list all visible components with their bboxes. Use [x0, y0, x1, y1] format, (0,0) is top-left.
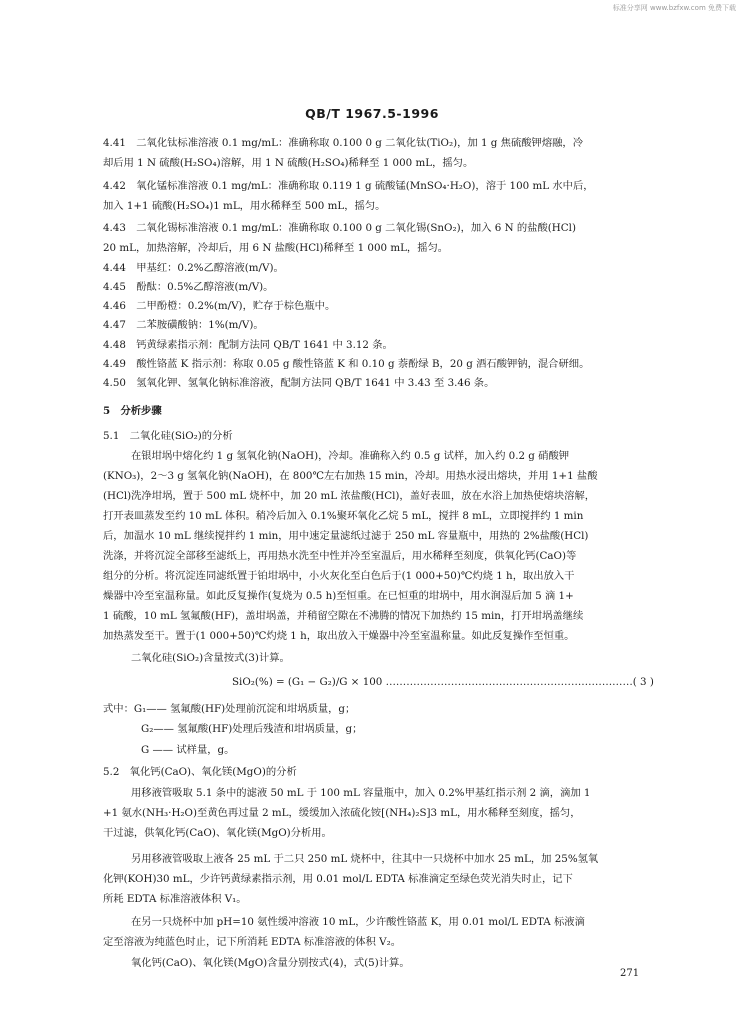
text-line: 干过滤，供氧化钙(CaO)、氧化镁(MgO)分析用。 [103, 827, 332, 839]
text-line: (KNO₃)，2～3 g 氢氧化钠(NaOH)，在 800℃左右加热 15 min，冷却。用热水浸出熔块，并用 1+1 盐酸 [103, 470, 598, 482]
text-line: 却后用 1 N 硫酸(H₂SO₄)溶解，用 1 N 硫酸(H₂SO₄)稀释至 1 000 mL，摇匀。 [103, 157, 474, 169]
text-line: 氧化钙(CaO)、氧化镁(MgO)含量分别按式(4)，式(5)计算。 [131, 957, 410, 969]
document-header: QB/T 1967.5-1996 [305, 106, 439, 121]
text-line: 4.45 酚酞：0.5%乙醇溶液(m/V)。 [103, 281, 274, 293]
text-line: G —— 试样量，g。 [141, 744, 235, 756]
text-line: 4.43 二氧化锡标准溶液 0.1 mg/mL：准确称取 0.100 0 g 二氧化锡(SnO₂)，加入 6 N 的盐酸(HCl) [103, 222, 576, 234]
text-line: 另用移液管吸取上液各 25 mL 于二只 250 mL 烧杯中，往其中一只烧杯中加水 25 mL，加 25%氢氧 [131, 853, 599, 865]
subsection-heading: 5.1 二氧化硅(SiO₂)的分析 [103, 430, 233, 442]
text-line: 打开表皿蒸发至约 10 mL 体积。稍冷后加入 0.1%聚环氧化乙烷 5 mL，搅拌 8 mL，立即搅拌约 1 min [103, 510, 584, 522]
text-line: 4.41 二氧化钛标准溶液 0.1 mg/mL：准确称取 0.100 0 g 二氧化钛(TiO₂)，加 1 g 焦硫酸钾熔融，冷 [103, 137, 584, 149]
formula-line: SiO₂(%) = (G₁ − G₂)/G × 100 ………………………………………………………………( 3 ) [232, 676, 654, 688]
text-line: +1 氨水(NH₃·H₂O)至黄色再过量 2 mL，缓缓加入浓硫化铵[(NH₄)₂S]3 mL，用水稀释至刻度，摇匀， [103, 807, 581, 819]
text-line: 加入 1+1 硫酸(H₂SO₄)1 mL，用水稀释至 500 mL，摇匀。 [103, 200, 386, 212]
text-line: 后，加温水 10 mL 继续搅拌约 1 min，用中速定量滤纸过滤于 250 mL 容量瓶中，用热的 2%盐酸(HCl) [103, 530, 589, 542]
text-line: 洗涤，并将沉淀全部移至滤纸上，再用热水洗至中性并冷至室温后，用水稀释至刻度，供氧化钙(CaO)等 [103, 550, 577, 562]
text-line: 用移液管吸取 5.1 条中的滤液 50 mL 于 100 mL 容量瓶中，加入 0.2%甲基红指示剂 2 滴，滴加 1 [131, 787, 591, 799]
text-line: 定至溶液为纯蓝色时止，记下所消耗 EDTA 标准溶液的体积 V₂。 [103, 936, 402, 948]
text-line: 4.42 氧化锰标准溶液 0.1 mg/mL：准确称取 0.119 1 g 硫酸锰(MnSO₄·H₂O)，溶于 100 mL 水中后， [103, 180, 594, 192]
text-line: 化钾(KOH)30 mL，少许钙黄绿素指示剂，用 0.01 mol/L EDTA 标准滴定至绿色荧光消失时止，记下 [103, 873, 573, 885]
text-line: 组分的分析。将沉淀连同滤纸置于铂坩埚中，小火灰化至白色后于(1 000+50)℃灼烧 1 h，取出放入干 [103, 570, 575, 582]
text-line: 燥器中冷至室温称量。如此反复操作(复烧为 0.5 h)至恒重。在已恒重的坩埚中，用水润湿后加 5 滴 1+ [103, 590, 574, 602]
text-line: (HCl)洗净坩埚，置于 500 mL 烧杯中，加 20 mL 浓盐酸(HCl)，盖好表皿，放在水浴上加热使熔块溶解， [103, 490, 596, 502]
text-line: 4.44 甲基红：0.2%乙醇溶液(m/V)。 [103, 262, 284, 274]
subsection-heading: 5.2 氧化钙(CaO)、氧化镁(MgO)的分析 [103, 766, 297, 778]
text-line: 4.46 二甲酚橙：0.2%(m/V)，贮存于棕色瓶中。 [103, 300, 336, 312]
text-line: 20 mL，加热溶解，冷却后，用 6 N 盐酸(HCl)稀释至 1 000 mL，摇匀。 [103, 242, 449, 254]
text-line: 所耗 EDTA 标准溶液体积 V₁。 [103, 893, 247, 905]
text-line: 加热蒸发至干。置于(1 000+50)℃灼烧 1 h，取出放入干燥器中冷至室温称量。如此反复操作至恒重。 [103, 630, 575, 642]
text-line: 在另一只烧杯中加 pH=10 氨性缓冲溶液 10 mL，少许酸性铬蓝 K，用 0.01 mol/L EDTA 标液滴 [131, 916, 585, 928]
text-line: 4.48 钙黄绿素指示剂：配制方法同 QB/T 1641 中 3.12 条。 [103, 339, 393, 351]
text-line: 式中：G₁—— 氢氟酸(HF)处理前沉淀和坩埚质量，g； [103, 703, 356, 715]
section-heading: 5 分析步骤 [103, 405, 162, 417]
text-line: 二氧化硅(SiO₂)含量按式(3)计算。 [131, 652, 290, 664]
text-line: G₂—— 氢氟酸(HF)处理后残渣和坩埚质量，g； [141, 723, 363, 735]
text-line: 在银坩埚中熔化约 1 g 氢氧化钠(NaOH)，冷却。准确称入约 0.5 g 试样，加入约 0.2 g 硝酸钾 [131, 450, 570, 462]
text-line: 4.50 氢氧化钾、氢氧化钠标准溶液，配制方法同 QB/T 1641 中 3.43 至 3.46 条。 [103, 377, 495, 389]
page-number: 271 [620, 968, 640, 979]
watermark-text: 标准分享网 www.bzfxw.com 免费下载 [612, 4, 736, 12]
text-line: 1 硫酸，10 mL 氢氟酸(HF)，盖坩埚盖，并稍留空隙在不沸腾的情况下加热约 15 min，打开坩埚盖继续 [103, 610, 584, 622]
text-line: 4.47 二苯胺磺酸钠：1%(m/V)。 [103, 319, 264, 331]
text-line: 4.49 酸性铬蓝 K 指示剂：称取 0.05 g 酸性铬蓝 K 和 0.10 g 萘酚绿 B，20 g 酒石酸钾钠，混合研细。 [103, 358, 590, 370]
